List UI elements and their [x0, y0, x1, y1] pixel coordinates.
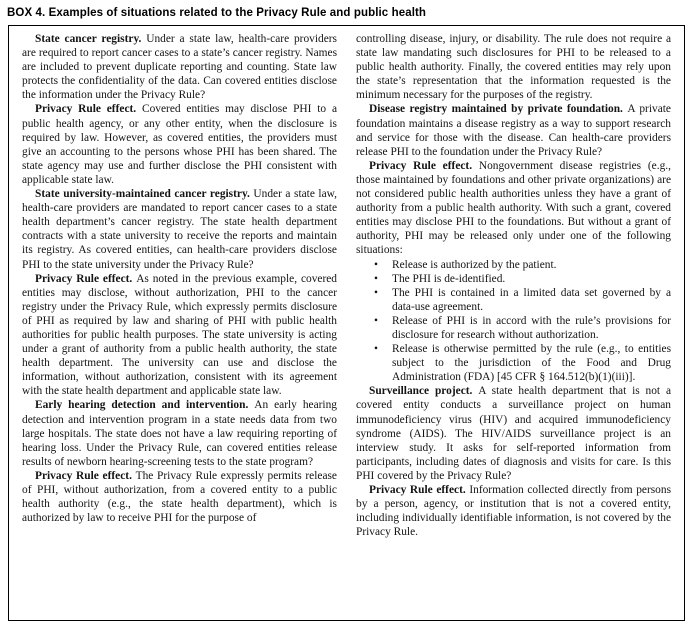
- paragraph: Privacy Rule effect. Information collected directly from persons by a person, agency, or institution that is not a covered entity, including individually identifiable information, is not covered by the Privacy Rule.: [356, 484, 671, 539]
- paragraph-lead: Privacy Rule effect.: [369, 484, 470, 496]
- paragraph: Privacy Rule effect. The Privacy Rule expressly permits release of PHI, without authorization, from a covered entity to a public health authority (e.g., the state health department), which is authorized by law to receive PHI for the purpose of: [22, 469, 337, 525]
- box-border: [8, 25, 685, 621]
- paragraph-lead: State cancer registry.: [35, 33, 147, 45]
- paragraph: State cancer registry. Under a state law, health-care providers are required to report cancer cases to a state’s cancer registry. Names are included to prevent duplicate reporting and counting. State law protects the confidentiality of the data. Can covered entities disclose the information under the Privacy Rule?: [22, 33, 337, 102]
- paragraph: State university-maintained cancer registry. Under a state law, health-care providers are mandated to report cancer cases to a state health department’s cancer registry. The state health department contracts with a state university to receive the reports and maintain its registry. As covered entities, can health-care providers disclose PHI to the state university under the Privacy Rule?: [22, 188, 337, 271]
- right-column: [356, 32, 671, 539]
- paragraph: Disease registry maintained by private foundation. A private foundation maintains a disease registry as a way to support research and service for those with the disease. Can health-care providers release PHI to the foundation under the Privacy Rule?: [356, 103, 671, 158]
- paragraph-lead: Privacy Rule effect.: [35, 103, 142, 116]
- box-title: BOX 4. Examples of situations related to the Privacy Rule and public health: [7, 7, 427, 19]
- bullet-item: • The PHI is de-identified.: [356, 272, 671, 286]
- paragraph-lead: State university-maintained cancer registry.: [35, 188, 254, 201]
- paragraph-lead: Privacy Rule effect.: [369, 159, 479, 172]
- paragraph: Privacy Rule effect. Covered entities may disclose PHI to a public health agency, or any other entity, when the disclosure is required by law. However, as covered entities, the providers must give an accounting to the persons whose PHI has been shared. The state agency may use and further disclose the PHI consistent with applicable state law.: [22, 103, 337, 186]
- two-column-layout: [22, 32, 671, 539]
- paragraph: Privacy Rule effect. Nongovernment disease registries (e.g., those maintained by foundations and other private organizations) are not considered public health authorities unless they have a grant of authority from a public health authority. With such a grant, covered entities may disclose PHI to the foundations. But without a grant of authority, PHI may be released only under one of the following situations:: [356, 159, 671, 257]
- bullet-item: • Release of PHI is in accord with the rule’s provisions for disclosure for research without authorization.: [356, 314, 671, 342]
- paragraph-continuation: controlling disease, injury, or disability. The rule does not require a state law mandating such disclosures for PHI to be released to a public health authority. Finally, the covered entities may rely upon the state’s representation that the information requested is the minimum necessary for the purposes of the registry.: [356, 33, 671, 102]
- bullet-item: • Release is otherwise permitted by the rule (e.g., to entities subject to the jurisdiction of the Food and Drug Administration (FDA) [45 CFR § 164.512(b)(1)(iii)].: [356, 342, 671, 384]
- paragraph-lead: Early hearing detection and intervention.: [35, 399, 255, 412]
- paragraph: Surveillance project. A state health department that is not a covered entity conducts a surveillance project on human immunodeficiency virus (HIV) and acquired immunodeficiency syndrome (AIDS). The HIV/AIDS surveillance project is an interview study. It asks for self-reported information from participants, including dates of diagnosis and visits for care. Is this PHI covered by the Privacy Rule?: [356, 385, 671, 482]
- left-column: [22, 32, 337, 539]
- paragraph: Early hearing detection and intervention. An early hearing detection and intervention program in a state needs data from two large hospitals. The state does not have a law requiring reporting of hearing loss. Under the Privacy Rule, can covered entities release results of newborn hearing-screening tests to the state program?: [22, 399, 337, 468]
- bullet-item: • The PHI is contained in a limited data set governed by a data-use agreement.: [356, 286, 671, 314]
- bullet-list: [356, 258, 671, 385]
- paragraph: Privacy Rule effect. As noted in the previous example, covered entities may disclose, without authorization, PHI to the cancer registry under the Privacy Rule, which expressly permits disclosure of PHI as required by law and sharing of PHI with public health authorities for public health purposes. The state university is acting under a grant of authority from a public health authority, the state health department. The university can use and disclose the information, without authorization, consistent with its agreement with the state health department and applicable state law.: [22, 272, 337, 398]
- bullet-item: • Release is authorized by the patient.: [356, 258, 671, 272]
- paragraph-lead: Privacy Rule effect.: [35, 469, 136, 482]
- paragraph-lead: Surveillance project.: [369, 385, 479, 398]
- paragraph-lead: Disease registry maintained by private foundation.: [369, 103, 628, 116]
- paragraph-lead: Privacy Rule effect.: [35, 272, 137, 285]
